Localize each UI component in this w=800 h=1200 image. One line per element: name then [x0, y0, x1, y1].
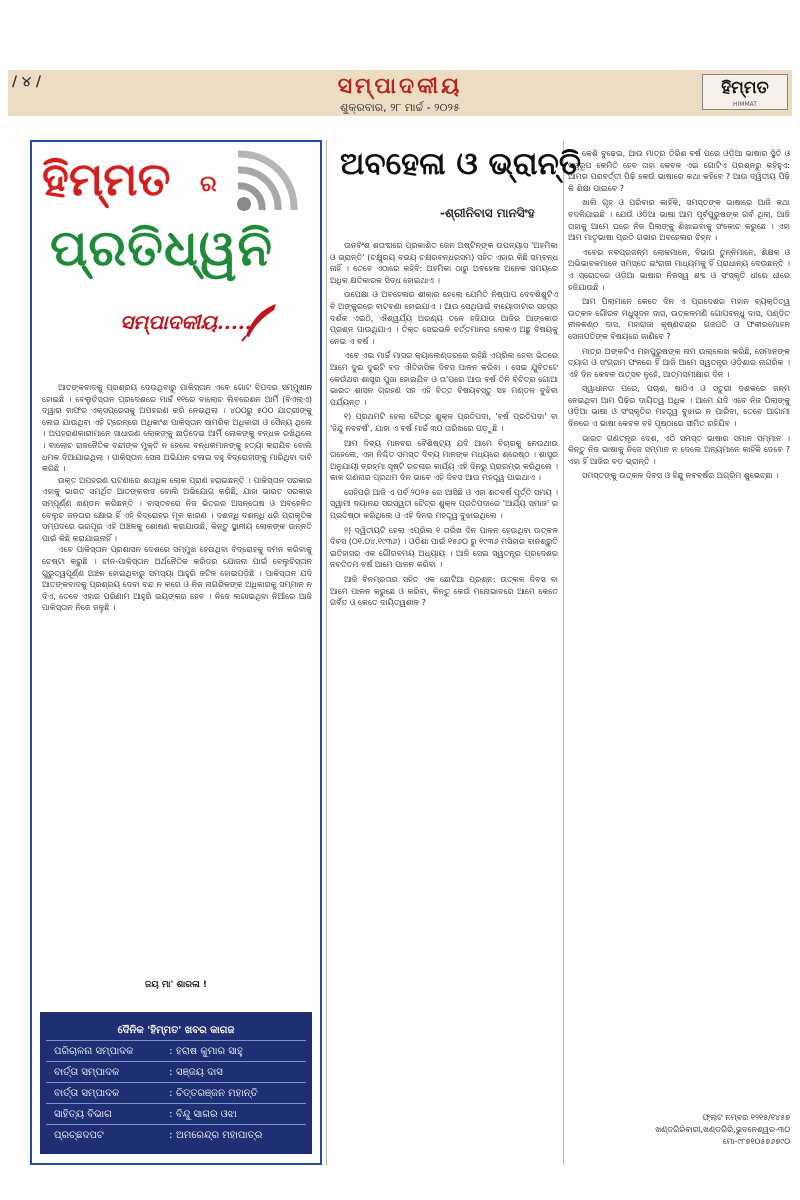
issue-date: ଶୁକ୍ରବାର, ୨୮ ମାର୍ଚ୍ଚ - ୨୦୨୫	[340, 101, 460, 114]
article-author: -ଶ୍ରୀନିବାସ ମାନସିଂହ	[440, 206, 535, 220]
masthead-name: ହରାଷ କୁମାର ସାହୁ	[175, 1045, 243, 1057]
masthead-colon: :	[169, 1130, 173, 1141]
logo-wordmark: ହିମ୍ମତ	[721, 78, 769, 98]
article-paragraph: ଆମ ଦିବ୍ୟ ମାନବର ବୈଶିଷ୍ଟ୍ୟ ଯଦି ଆମେ ବିଚାରକୁ ନେଉଥାଉ ତାହେଲେ, ଏହା ନିଶ୍ଚିତ ସମସ୍ତ ଦିବ୍ୟ ମାନଙ୍କ ମଧ୍ୟରେ ଶ୍ରେଷ୍ଠ । ଶାସ୍ତ୍ର ଅନୁଯାୟୀ ବ୍ରହ୍ମା ସୃଷ୍ଟି ରଚନାର କାର୍ଯ୍ୟ ଏହି ଦିନରୁ ପ୍ରାରମ୍ଭ କରିଥିଲେ । କାଳ ଗଣନାର ପ୍ରଥମ ଦିନ ଭାବେ ଏହି ଦିବସ ଆଉ ମହତ୍ତ୍ୱ ପାଇଥାଏ ।	[330, 438, 558, 483]
masthead-colon: :	[169, 1066, 173, 1078]
masthead-role: ବାର୍ତ୍ତା ସମ୍ପାଦକ	[54, 1066, 120, 1078]
article-paragraph: ୨) ଦ୍ୱିତୀୟଟି ହେଲା ଏପ୍ରିଲ ୧ ତାରିଖ ଦିନ ପାଳନ ହେଉଥିବା ଉତ୍କଳ ଦିବସ (୦୧.୦୪.୧୯୩୬) । ଓଡ଼ିଶା ପାଇଁ ୧୫୬୦ ରୁ ୧୯୩୬ ମସିହାର ବାନଶ୍ରୁତି ଇତିହାସର ଏକ ଗୌରବମୟ ଅଧ୍ୟାୟ । ଆଜି ସେଇ ସ୍ୱତନ୍ତ୍ର ପ୍ରଦେଶର ନବତିତମ ବର୍ଷ ଆମେ ପାଳନ କରିବା ।	[330, 525, 558, 570]
article-paragraph: ଏବେର ନବପ୍ରଜନ୍ମ ଲୋକମାନେ, ବିଭାଗ ତୁନ୍ନିମାନେ, ଶିକ୍ଷକ ଓ ଅଭିଭାବକମାନେ ସମସ୍ତେ ଇଂରାଜୀ ମାଧ୍ୟମକୁ ହିଁ ପ୍ରାଧାନ୍ୟ ଦେଉଛନ୍ତି । ଏ ସ୍ରୋତରେ ଓଡ଼ିଆ ଭାଷାର ନିଜସ୍ୱ ଶବ୍ଦ ଓ ସଂସ୍କୃତି ଧୀରେ ଧୀରେ ହଜିଯାଉଛି ।	[568, 247, 790, 292]
article-paragraph: ୧) ପ୍ରଥମଟି ହେଲା ଚୈତ୍ର ଶୁକ୍ଳ ପ୍ରତିପଦା, 'ବର୍ଷ ପ୍ରତିପଦା' ବା 'ହିନ୍ଦୁ ନବବର୍ଷ', ଯାହା ଏ ବର୍ଷ ମାର୍ଚ୍ଚ ୩୦ ତାରିଖରେ ପଡ଼ୁଛି ।	[330, 412, 558, 433]
masthead-colon: :	[169, 1087, 173, 1099]
editorial-signature: ସମ୍ପାଦକୀୟ.....	[120, 310, 252, 334]
masthead-name: ଅମରେନ୍ଦ୍ର ମହାପାତ୍ର	[175, 1130, 263, 1141]
logo-subtitle: HIMMAT	[733, 101, 757, 108]
editorial-closing: ଜୟ ମା' ଶାରଳା !	[145, 980, 207, 990]
article-column-middle	[330, 240, 558, 612]
article-paragraph: ଖାଲି ଗୃହ ଓ ପରିବାର କାହିଁକି, ସମସ୍ତଙ୍କ ଭାଷାରେ ଆଜି କଥା ବଦଳିଯାଇଛି । ଯେଉଁ ଓଡ଼ିଆ ଭାଷା ଆମ ପୂର୍ବପୁରୁଷଙ୍କ ଗର୍ବ ଥିଲା, ଆଜି ତାହାକୁ ଆମେ ଘରେ ନିଜ ପିଲାଙ୍କୁ ଶିଖାଇବାକୁ ସଂକୋଚ କରୁଛେ । ଏହା ଆମ ମାତୃଭାଷା ପ୍ରତି ଗଭୀର ଅବହେଳାର ଚିହ୍ନ ।	[568, 198, 790, 243]
editorial-paragraph: ଉକ୍ତ ଅପହରଣ ଘଟଣାରେ ଶତାଧିକ ଲୋକ ପ୍ରାଣ ହରାଇଛନ୍ତି । ପାକିସ୍ତାନ ସରକାର ଏହାକୁ ଭାରତ ସମର୍ଥିତ ଆତଙ୍କବାଦ ବୋଲି ଅଭିଯୋଗ କରିଛି, ଯାହା ଭାରତ ସରକାର ସମ୍ପୂର୍ଣ୍ଣ ଖଣ୍ଡନ କରିଛନ୍ତି । ବାସ୍ତବରେ ନିଜ ଭିତରର ଅସନ୍ତୋଷ ଓ ଅବହେଳିତ ବେଲୁଚ ଜନତାର କ୍ଷୋଭ ହିଁ ଏହି ବିଦ୍ରୋହର ମୂଳ କାରଣ । ଦଶନ୍ଧି ଦଶନ୍ଧି ଧରି ପ୍ରାକୃତିକ ସମ୍ପଦରେ ଭରପୂର ଏହି ଅଞ୍ଚଳକୁ ଶୋଷଣ କରାଯାଉଛି, କିନ୍ତୁ ସ୍ଥାନୀୟ ଲୋକଙ୍କ ଉନ୍ନତି ପାଇଁ କିଛି କରାଯାଇନାହିଁ ।	[42, 475, 312, 543]
address-line: ଫ୍ଲାଟ ନମ୍ବର ୧୨୧୫/୧୪୫୭	[702, 1113, 790, 1122]
masthead-title-row	[46, 1020, 306, 1041]
masthead-role: ବାର୍ତ୍ତା ସମ୍ପାଦକ	[54, 1087, 120, 1099]
quill-pen-icon	[240, 302, 280, 342]
address-line: ଖଣ୍ଡଗିରିବାରୀ,ଖଣ୍ଡଗିରି,ଭୁବନେଶ୍ୱର-୩୦	[655, 1125, 790, 1134]
editorial-box	[30, 140, 322, 1165]
masthead-name: ସଞ୍ଜୟ ଦାସ	[175, 1066, 223, 1078]
article-paragraph: ଆଜି ବିନମ୍ରତାର ସହିତ ଏକ ଛୋଟିଆ ପ୍ରଶ୍ନ: ଉତ୍କଳ ଦିବସ ବା ଆମେ ପାଳନ କରୁଛେ ଓ କରିବା, କିନ୍ତୁ କେଉଁ ମନୋଭାବରେ ଆମେ କେତେ ଗର୍ବିତ ଓ କେତେ ଦାୟିତ୍ୱଶୀଳ ?	[330, 575, 558, 608]
article-paragraph: ମାତ୍ର ଅଙ୍କଟିଏ ମହାପୁରୁଷଙ୍କ ନାମ ଉଲ୍ଲେଖ କରିଛି, ସେମାନଙ୍କ ତ୍ୟାଗ ଓ ସଂଗ୍ରାମ ଫଳରେ ହିଁ ଆଜି ଆମେ ସ୍ୱତନ୍ତ୍ର ଓଡ଼ିଶାର ନାଗରିକ । ଏହି ଦିନ କେବଳ ଉତ୍ସବ ନୁହେଁ, ଆତ୍ମସମୀକ୍ଷାର ଦିନ ।	[568, 346, 790, 379]
wifi-signal-icon	[232, 150, 308, 216]
column-rule-right	[563, 140, 564, 1165]
banner-pratidhwani: ପ୍ରତିଧ୍ୱନି	[50, 218, 273, 277]
banner-suffix: ର	[200, 172, 217, 197]
masthead-name: ଚିତ୍ତରଞ୍ଜନ ମହାନ୍ତି	[175, 1087, 258, 1099]
page-number: / ୪ /	[12, 74, 41, 90]
masthead-row	[46, 1062, 306, 1083]
article-title: ଅବହେଳା ଓ ଭ୍ରାନ୍ତି	[340, 146, 581, 182]
masthead-colon: :	[169, 1108, 173, 1120]
masthead-row	[46, 1083, 306, 1104]
masthead-row	[46, 1125, 306, 1146]
editorial-paragraph: ଏବେ ପାକିସ୍ତାନ ପ୍ରଶାସନ ଦେଶରେ ସମ୍ମୁଖ ହେଉଥିବା ବିଦ୍ରୋହକୁ ଦମନ କରିବାକୁ ଚେଷ୍ଟା କରୁଛି । ଚୀନ-ପାକିସ୍ତାନ ଅର୍ଥନୈତିକ କରିଡର ଯୋଜନା ପାଇଁ ବେଲୁଚିସ୍ତାନ ଗୁରୁତ୍ୱପୂର୍ଣ୍ଣ ଅଞ୍ଚଳ ହୋଇଥିବାରୁ ସମସ୍ୟା ଆହୁରି ଜଟିଳ ହୋଇପଡ଼ିଛି । ପାକିସ୍ତାନ ଯଦି ଆତଙ୍କବାଦକୁ ପ୍ରଶ୍ରୟ ଦେବା ବନ୍ଦ ନ କରେ ଓ ନିଜ ନାଗରିକଙ୍କ ଅଧିକାରକୁ ସମ୍ମାନ ନ ଦିଏ, ତେବେ ଏହାର ପରିଣାମ ଆହୁରି ଭୟଙ୍କର ହେବ । ନିଜେ ଲଗାଇଥିବା ନିଆଁରେ ଆଜି ପାକିସ୍ତାନ ନିଜେ ଜଳୁଛି ।	[42, 545, 312, 613]
editorial-banner	[32, 142, 320, 370]
phone-line: ମୋ-୯୮୭୧୦୫୭୬୭୯୦	[722, 1137, 790, 1146]
masthead-role: ପରିଚାଳନା ସମ୍ପାଦକ	[54, 1045, 134, 1057]
editorial-paragraph: ଆତଙ୍କବାଦକୁ ପ୍ରଶ୍ରୟ ଦେଉଥିବାରୁ ପାକିସ୍ତାନ ଏବେ ଗୋଟ ବିପଦର ସମ୍ମୁଖୀନ ହୋଇଛି । ବେଲୁଚିସ୍ତାନ ପ୍ରଦେଶରେ ମାର୍ଚ୍ଚ ୧୧ରେ ବାଲୋଚ ଲିବରେଶନ ଆର୍ମି (ବିଏଲ୍‌ଏ) ଦ୍ୱାରା ଜାଫର ଏକ୍ସପ୍ରେସକୁ ଅପହରଣ କରି ନେଇଥିଲା । ୪୦୦ରୁ ୫୦୦ ଯାତ୍ରୀଙ୍କୁ ଲେଇ ଯାଉଥିବା ଏହି ଟ୍ରେନ୍‌ରେ ଅଧିକାଂଶ ପାକିସ୍ତାନ ସାମରିକ ଅଧିକାରୀ ଓ ସୈନ୍ୟ ଥିଲେ । ଅପହରଣକାରୀମାନେ ସାଧାରଣ ଲୋକଙ୍କୁ ଛାଡ଼ିଦେଇ ଆର୍ମି ଲୋକଙ୍କୁ ବନ୍ଧକ ରଖିଥିଲେ । ବାଲୋଚ ରାଜନୈତିକ ବନ୍ଦୀଙ୍କ ମୁକ୍ତି ନ ହେଲେ ବନ୍ଧକମାନଙ୍କୁ ହତ୍ୟା କରାଯିବ ବୋଲି ଧମକ ଦିଆଯାଇଥିଲା । ପାକିସ୍ତାନ ସେନା ଅଭିଯାନ ଚଳାଇ ବହୁ ବିଦ୍ରୋହୀଙ୍କୁ ମାରିଥିବା ଦାବି କରିଛି ।	[42, 383, 312, 474]
masthead-title: ଦୈନିକ 'ହିମ୍ମତ' ଖବର କାଗଜ	[117, 1024, 235, 1036]
article-paragraph: ସମସ୍ତଙ୍କୁ ଉତ୍କଳ ଦିବସ ଓ ହିନ୍ଦୁ ନବବର୍ଷର ଅଗ୍ରିମ ଶୁଭେଚ୍ଛା ।	[582, 471, 779, 481]
column-rule-left	[326, 140, 327, 1165]
section-title: ସମ୍ପାଦକୀୟ	[337, 74, 463, 99]
masthead-row	[46, 1104, 306, 1125]
article-column-right	[568, 148, 790, 485]
article-paragraph: କେଶି ବୁଢ଼େଇ, ଆଉ ମାତ୍ର ତିରିଶ ବର୍ଷ ପରେ ଓଡ଼ିଆ ଭାଷାର ସ୍ଥିତି ଓ ସ୍ୱରୂପ କେମିତି ହେବ ତାହା କେବଳ ଏଇ ଗୋଟିଏ ପ୍ରଶ୍ନରୁ କହିହୁଏ: ଆମର ପରବର୍ତ୍ତୀ ପିଢ଼ି କେଉଁ ଭାଷାରେ କଥା କହିବେ ? ଆଉ ଦ୍ୱିତୀୟ ପିଢ଼ି କି ଶିକ୍ଷା ପାଇବେ ?	[568, 149, 790, 193]
masthead-role: ପ୍ରଚ୍ଛଦପଟ	[54, 1130, 104, 1141]
newspaper-logo	[702, 74, 788, 110]
masthead-credits	[40, 1012, 312, 1154]
article-paragraph: ସେହିପରି ଆଜି ଏ ପର୍ବ ୨୦୨୫ ରେ ଆସିଛି ଓ ଏହା ଶତବର୍ଷ ପୂର୍ତ୍ତି ସମୟ । ସ୍ୱାମୀ ଦୟାନନ୍ଦ ସରସ୍ୱତୀ ଚୈତ୍ର ଶୁକ୍ଳ ପ୍ରତିପଦାରେ 'ଆର୍ଯ୍ୟ ସମାଜ' ର ପ୍ରତିଷ୍ଠା କରିଥିଲେ ଓ ଏହି ଦିନର ମହତ୍ତ୍ୱ ବୁଝାଇଥିଲେ ।	[330, 487, 558, 521]
article-paragraph: ଉପେକ୍ଷା ଓ ଅବହେଳାର ଶୀକାର ହେଲେ ଯେମିତି ନିଷ୍ପାପ ଦେବଶିଶୁଟିଏ ବି ଅଙ୍କୁରରେ ବାଟବଣା ହୋଇଯାଏ । ଆଉ ସେଥିପାଇଁ ବାୟୋଡାଟାର ସହସ୍ର ଦର୍ଶକ ଏଇଠି, ଐଶ୍ୱର୍ଯ୍ୟ ଅରଣ୍ୟ ତଳେ ହଜିଯାଉ ଆଜିର ଆଙ୍କୋର ପ୍ରଶ୍ନ ପାଉଥିଯାଏ । ତିକ୍ତ ସେଇଭଳି ବର୍ତ୍ତମାନର ଲୋକଏ ଅଛୁ ବିଷୟକୁ ନେଇ ଏ ବର୍ଷ ।	[330, 290, 558, 346]
masthead-role: ସାହିତ୍ୟ ବିଭାଗ	[54, 1108, 112, 1120]
masthead-name: ବିନ୍ଦୁ ସାଗର ଓଝା	[175, 1108, 237, 1120]
editorial-text	[42, 382, 312, 614]
article-paragraph: ଆମ ପିଲାମାନେ କେତେ ଦିନ ଏ ପ୍ରଦେଶର ମହାନ ବ୍ୟକ୍ତିତ୍ୱ ଉତ୍କଳ ଗୌରବ ମଧୁସୂଦନ ଦାସ, ଉତ୍କଳମଣି ଗୋପବନ୍ଧୁ ଦାସ, ପଣ୍ଡିତ ନୀଳକଣ୍ଠ ଦାସ, ମହାରାଜା କୃଷ୍ଣଚନ୍ଦ୍ର ଗଜପତି ଓ ଫକୀରମୋହନ ସେନାପତିଙ୍କ ବିଷୟରେ ଜାଣିବେ ?	[568, 297, 790, 341]
masthead-row	[46, 1041, 306, 1062]
article-paragraph: ସ୍ୱାଧୀନତା ପରେ, ପଚାଶ, ଷାଠିଏ ଓ ସତୁରୀ ଦଶକରେ ଜନ୍ମ ନେଇଥିବା ଆମ ପିଢ଼ିର ଦାୟିତ୍ୱ ଅଧିକ । ଆମେ ଯଦି ଏବେ ନିଜ ପିଲାଙ୍କୁ ଓଡ଼ିଆ ଭାଷା ଓ ସଂସ୍କୃତିର ମହତ୍ତ୍ୱ ବୁଝାଇ ନ ପାରିବା, ତେବେ ଆଗାମୀ ଦିନରେ ଏ ଭାଷା କେବଳ ବହି ପୃଷ୍ଠାରେ ସୀମିତ ରହିଯିବ ।	[568, 384, 790, 429]
author-address	[568, 1112, 790, 1148]
article-paragraph: ଏବେ ଏଇ ମାର୍ଚ୍ଚ ମାସର କ୍ୟାଲେଣ୍ଡରରେ ରହିଛି ଏପ୍ରିଲ ହେବା ଭିତରେ ଆମେ ଦୁଇ ଦୁଇଟି ବଡ଼ ଐତିହାସିକ ଦିବସ ପାଳନ କରିବା । ସେଇ ଯୁବିତଟେ କେଉଁଥର ଶାସ୍ତ୍ର ପୁଜା ହୋଇଯିବ ଓ ତା'ପରେ ଆଉ ବର୍ଷ ତିନି ବିଚିତ୍ର ଗୋଆ ଭାରତ ଶାସନ ଗ୍ରହଣ ସହ ଏହି ବିତ୍ତ ବିଷୟବସ୍ତୁ ସହ ମଣ୍ଡଳ ବୁଝିବା ପର୍ଯ୍ୟନ୍ତ ।	[330, 351, 558, 407]
article-paragraph: ଭାରତ ଗଣତନ୍ତ୍ର ଦେଶ, ଏଠି ସମସ୍ତ ଭାଷାର ସମାନ ସମ୍ମାନ । କିନ୍ତୁ ନିଜ ଭାଷାକୁ ନିଜେ ସମ୍ମାନ ନ ଦେଲେ ଅନ୍ୟମାନେ କାହିଁକି ଦେବେ ? ଏହା ହିଁ ଆଜିର ବଡ଼ ଭ୍ରାନ୍ତି ।	[568, 433, 790, 466]
article-paragraph: ଊନବିଂଶ ଶତାବ୍ଦୀରେ ପ୍ରକାଶିତ ଜେନ ଅଷ୍ଟିନ୍ଙ୍କ ଉପନ୍ୟାସ 'ଅହମିକା ଓ ଭ୍ରାନ୍ତି' (ଚକ୍ଷୁରୟ ବଭୟ ଚକ୍ଷରବନ୍ଧରସମ) ସହିତ ଏହାର କିଛି ସମ୍ବନ୍ଧ ନାହିଁ । ତେବେ ଏଠାରେ କହିବି: ଅହମିକା ଠାରୁ ଅବହେଳା ଅନେକ ସମୟରେ ଅଧିକ କ୍ଷତିକାରକ ସିଦ୍ଧ ହୋଇଥାଏ ।	[330, 241, 558, 285]
banner-himmat: ହିମ୍ମତ	[42, 152, 171, 206]
masthead-colon: :	[169, 1045, 173, 1057]
